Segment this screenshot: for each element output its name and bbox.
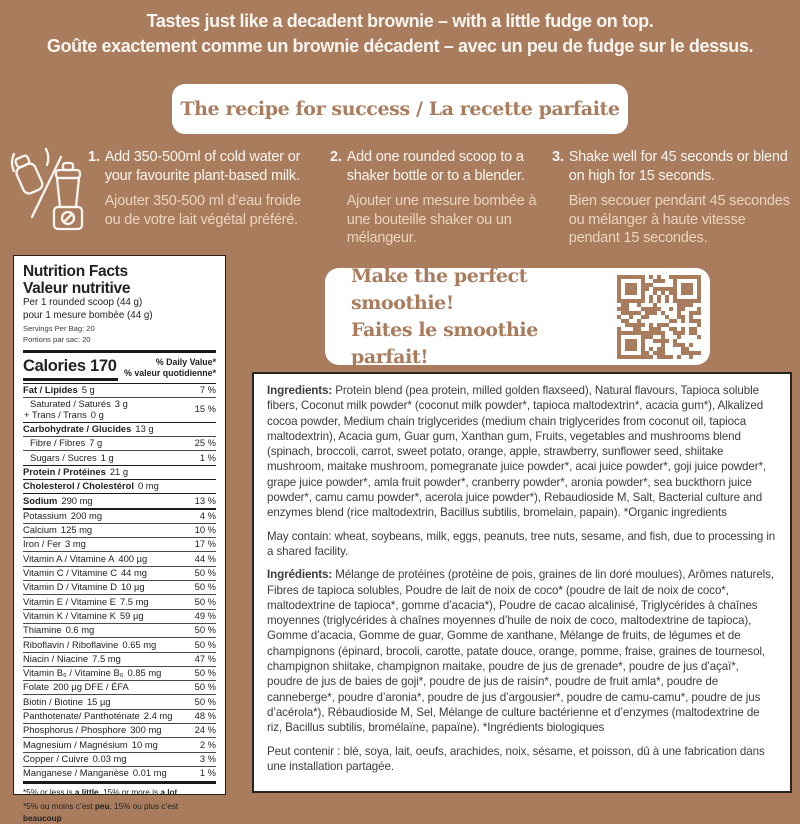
- ingredients-box: [252, 372, 792, 793]
- nutrition-row: Manganese / Manganèse 0.01 mg 1 %: [23, 767, 216, 779]
- daily-value-header-en: % Daily Value*: [155, 357, 216, 367]
- shaker-icon: [12, 147, 90, 253]
- nutrition-row: Cholesterol / Cholestérol 0 mg: [23, 479, 216, 493]
- nutrition-row: Vitamin A / Vitamine A 400 µg 44 %: [23, 552, 216, 564]
- footnote-en: *5% or less is a little, 15% or more is a lot: [23, 787, 178, 797]
- may-contain-en: May contain: wheat, soybeans, milk, eggs, peanuts, tree nuts, sesame, and fish, due to processing in a shared facility.: [267, 529, 776, 558]
- nutrition-row: Protein / Protéines 21 g: [23, 465, 216, 479]
- nutrition-row: Carbohydrate / Glucides 13 g: [23, 422, 216, 436]
- step-2-text-en: Add one rounded scoop to a shaker bottle or to a blender.: [346, 149, 525, 184]
- shake-line-icon: [12, 154, 14, 171]
- step-3-number: 3.: [552, 149, 564, 165]
- nutrition-title-fr: Valeur nutritive: [23, 280, 131, 297]
- nutrition-row: Vitamin B₆ / Vitamine B₆ 0.85 mg 50 %: [23, 667, 216, 679]
- step-1-text-en: Add 350-500ml of cold water or your favourite plant-based milk.: [104, 149, 301, 184]
- nutrition-facts-panel: [13, 255, 226, 823]
- nutrition-row: Niacin / Niacine 7.5 mg 47 %: [23, 652, 216, 664]
- qr-code: [617, 275, 701, 359]
- serving-size-fr: pour 1 mesure bombée (44 g): [23, 309, 153, 321]
- nutrition-row: Panthotenate/ Panthoténate 2.4 mg 48 %: [23, 710, 216, 722]
- nutrition-title-en: Nutrition Facts: [23, 263, 128, 280]
- servings-per-bag-en: Servings Per Bag: 20: [23, 323, 95, 333]
- step-3-text-fr: Bien secouer pendant 45 secondes ou mélanger à haute vitesse pendant 15 secondes.: [568, 193, 790, 246]
- nutrition-row: Saturated / Saturés 3 g + Trans / Trans 0 g 15 %: [24, 398, 216, 420]
- nutrition-row: Calcium 125 mg 10 %: [23, 524, 216, 536]
- nutrition-row: Copper / Cuivre 0.03 mg 3 %: [23, 752, 216, 764]
- nutrition-row: Phosphorus / Phosphore 300 mg 24 %: [23, 724, 216, 736]
- nutrition-row: Magnesium / Magnésium 10 mg 2 %: [23, 738, 216, 750]
- nutrition-rows: [23, 383, 216, 781]
- nutrition-row: Fibre / Fibres 7 g 25 %: [23, 436, 216, 450]
- divider: [23, 350, 216, 353]
- nutrition-row: Fat / Lipides 5 g 7 %: [23, 383, 216, 395]
- smoothie-line-fr: Faites le smoothie parfait!: [351, 318, 538, 368]
- calories-value: Calories 170: [23, 357, 117, 375]
- shaker-blender-icons: [12, 147, 90, 253]
- nutrition-row: Vitamin C / Vitamine C 44 mg 50 %: [23, 567, 216, 579]
- banner-line-fr: Goûte exactement comme un brownie décadent – avec un peu de fudge sur le dessus.: [46, 36, 754, 56]
- smoothie-callout-box: [325, 264, 710, 368]
- footnote-fr: *5% ou moins c’est peu, 15% ou plus c’est beaucoup: [23, 802, 179, 823]
- top-banner: [0, 9, 800, 59]
- recipe-heading: The recipe for success / La recette parfaite: [180, 98, 620, 120]
- step-3-text-en: Shake well for 45 seconds or blend on high for 15 seconds.: [568, 149, 788, 184]
- recipe-heading-box: [172, 84, 628, 134]
- nutrition-row: Potassium 200 mg 4 %: [23, 508, 216, 523]
- step-2-number: 2.: [330, 149, 342, 165]
- nutrition-row: Iron / Fer 3 mg 17 %: [23, 538, 216, 550]
- blender-icon: [54, 163, 82, 229]
- servings-per-bag-fr: Portions par sac: 20: [23, 334, 91, 344]
- nutrition-row: Sugars / Sucres 1 g 1 %: [23, 450, 216, 464]
- step-1-text-fr: Ajouter 350-500 ml d’eau froide ou de votre lait végétal préféré.: [104, 193, 301, 228]
- may-contain-fr: Peut contenir : blé, soya, lait, oeufs, arachides, noix, sésame, et poisson, dû à une fabrication dans une installation partagée.: [267, 744, 765, 773]
- daily-value-header-fr: % valeur quotidienne*: [124, 367, 216, 378]
- nutrition-row: Biotin / Biotine 15 µg 50 %: [23, 695, 216, 707]
- divider: [23, 378, 118, 381]
- nutrition-row: Riboflavin / Riboflavine 0.65 mg 50 %: [23, 638, 216, 650]
- shake-line-icon: [46, 149, 48, 165]
- nutrition-row: Folate 200 µg DFE / ÉFA 50 %: [23, 681, 216, 693]
- nutrition-row: Vitamin D / Vitamine D 10 µg 50 %: [23, 581, 216, 593]
- smoothie-line-en: Make the perfect smoothie!: [351, 264, 528, 314]
- nutrition-row: Vitamin E / Vitamine E 7.5 mg 50 %: [23, 595, 216, 607]
- ingredients-fr: Ingrédients: Mélange de protéines (protéine de pois, graines de lin doré moulues), Arômes naturels, Fibres de tapioca solubles, Poudre de lait de noix de coco* (poudre de lait de noix de coco*, maltodextrine de tapioca*, gomme d’acacia*), Poudre de cacao alcalinisé, Triglycérides à chaînes moyennes (triglycérides à chaînes moyennes d’huile de noix de coco, maltodextrine de tapioca), Gomme d’acacia, Gomme de guar, Gomme de xanthane, Mélange de fruits, de légumes et de champignons (épinard, brocoli, carotte, patate douce, orange, pomme, fraise, graines de tournesol, champignon shiitake, champignon maitake, poudre de jus de grenade*, poudre de jus d’açaï*, poudre de jus de baies de goji*, poudre de jus de raisin*, poudre de fruit amla*, poudre de canneberge*, poudre d’aronia*, poudre de jus d’argousier*, poudre de camu-camu*, poudre de jus d’acérola*), Rébaudioside M, Sel, Mélange de culture bactérienne et d’enzymes (maltodextrine de riz, Bacillus subtilis, bromélaïne, papaïne). *Ingrédients biologiques: [267, 568, 774, 735]
- step-1: [88, 148, 318, 229]
- step-3: [552, 148, 798, 248]
- nutrition-row: Thiamine 0.6 mg 50 %: [23, 624, 216, 636]
- nutrition-row: Vitamin K / Vitamine K 59 µg 49 %: [23, 609, 216, 621]
- step-2-text-fr: Ajouter une mesure bombée à une bouteille shaker ou un mélangeur.: [346, 193, 537, 246]
- nutrition-row: Sodium 290 mg 13 %: [23, 494, 216, 506]
- step-2: [330, 148, 542, 248]
- banner-line-en: Tastes just like a decadent brownie – with a little fudge on top.: [146, 11, 654, 31]
- serving-size-en: Per 1 rounded scoop (44 g): [23, 297, 143, 308]
- divider: [23, 781, 216, 784]
- step-1-number: 1.: [88, 149, 100, 165]
- ingredients-en: Ingredients: Protein blend (pea protein, milled golden flaxseed), Natural flavours, Tapioca soluble fibers, Coconut milk powder* (coconut milk powder*, tapioca maltodextrin*, acacia gum*), Alkalized cocoa powder, Medium chain triglycerides (medium chain triglycerides from coconut oil, tapioca maltodextrin), Acacia gum, Guar gum, Xanthan gum, Fruits, vegetables and mushrooms blend (spinach, broccoli, carrot, sweet potato, orange, apple, strawberry, sunflower seed, shiitake mushroom, maitake mushroom, pomegranate juice powder*, acai juice powder*, goji juice powder*, grape juice powder*, amla fruit powder*, cranberry powder*, aronia powder*, sea buckthorn juice powder*, camu camu powder*, acerola juice powder*), Rebaudioside M, Salt, Bacterial culture and enzymes blend (rice maltodextrin, Bacillus subtilis, bromelain, papain). *Organic ingredients: [267, 384, 767, 520]
